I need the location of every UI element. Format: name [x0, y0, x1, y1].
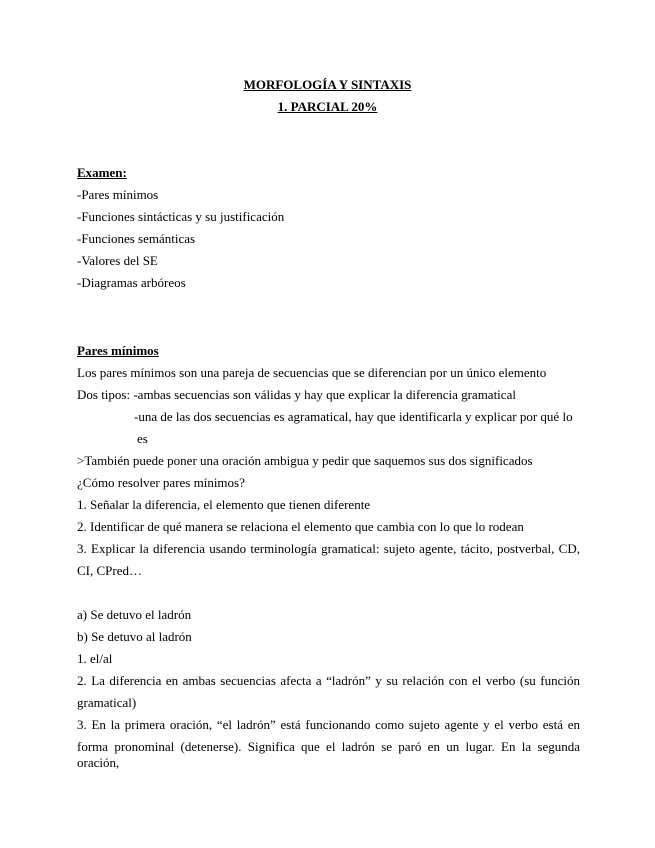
example-sentence: a) Se detuvo el ladrón	[77, 607, 192, 622]
example-point: 1. el/al	[77, 651, 113, 666]
pares-step: 3. Explicar la diferencia usando terminología gramatical: sujeto agente, tácito, postverbal, CD,	[77, 541, 580, 556]
example-point: gramatical)	[77, 695, 137, 710]
pares-types-line: -una de las dos secuencias es agramatical, hay que identificarla y explicar por qué lo	[134, 409, 573, 424]
exam-item: -Pares mínimos	[77, 187, 159, 202]
example-sentence: b) Se detuvo al ladrón	[77, 629, 192, 644]
pares-step: CI, CPred…	[77, 563, 142, 578]
document-title: MORFOLOGÍA Y SINTAXIS	[243, 77, 412, 92]
pares-types-line: Dos tipos: -ambas secuencias son válidas y hay que explicar la diferencia gramatical	[77, 387, 516, 402]
document-subtitle: 1. PARCIAL 20%	[277, 99, 378, 114]
pares-types-line: es	[137, 431, 148, 446]
pares-step: 2. Identificar de qué manera se relaciona el elemento que cambia con lo que lo rodean	[77, 519, 524, 534]
example-point: 2. La diferencia en ambas secuencias afecta a “ladrón” y su relación con el verbo (su función	[77, 673, 580, 688]
pares-step: 1. Señalar la diferencia, el elemento que tienen diferente	[77, 497, 371, 512]
exam-item: -Diagramas arbóreos	[77, 275, 186, 290]
example-point: forma pronominal (detenerse). Significa que el ladrón se paró en un lugar. En la segunda oración,	[77, 739, 580, 770]
pares-question: ¿Cómo resolver pares mínimos?	[77, 475, 245, 490]
exam-item: -Funciones sintácticas y su justificación	[77, 209, 285, 224]
pares-heading: Pares mínimos	[77, 343, 159, 358]
exam-heading: Examen:	[77, 165, 127, 180]
exam-item: -Valores del SE	[77, 253, 158, 268]
example-point: 3. En la primera oración, “el ladrón” está funcionando como sujeto agente y el verbo está en	[77, 717, 580, 732]
pares-ambiguous: >También puede poner una oración ambigua y pedir que saquemos sus dos significados	[77, 453, 533, 468]
exam-item: -Funciones semánticas	[77, 231, 196, 246]
pares-definition: Los pares mínimos son una pareja de secuencias que se diferencian por un único elemento	[77, 365, 547, 380]
